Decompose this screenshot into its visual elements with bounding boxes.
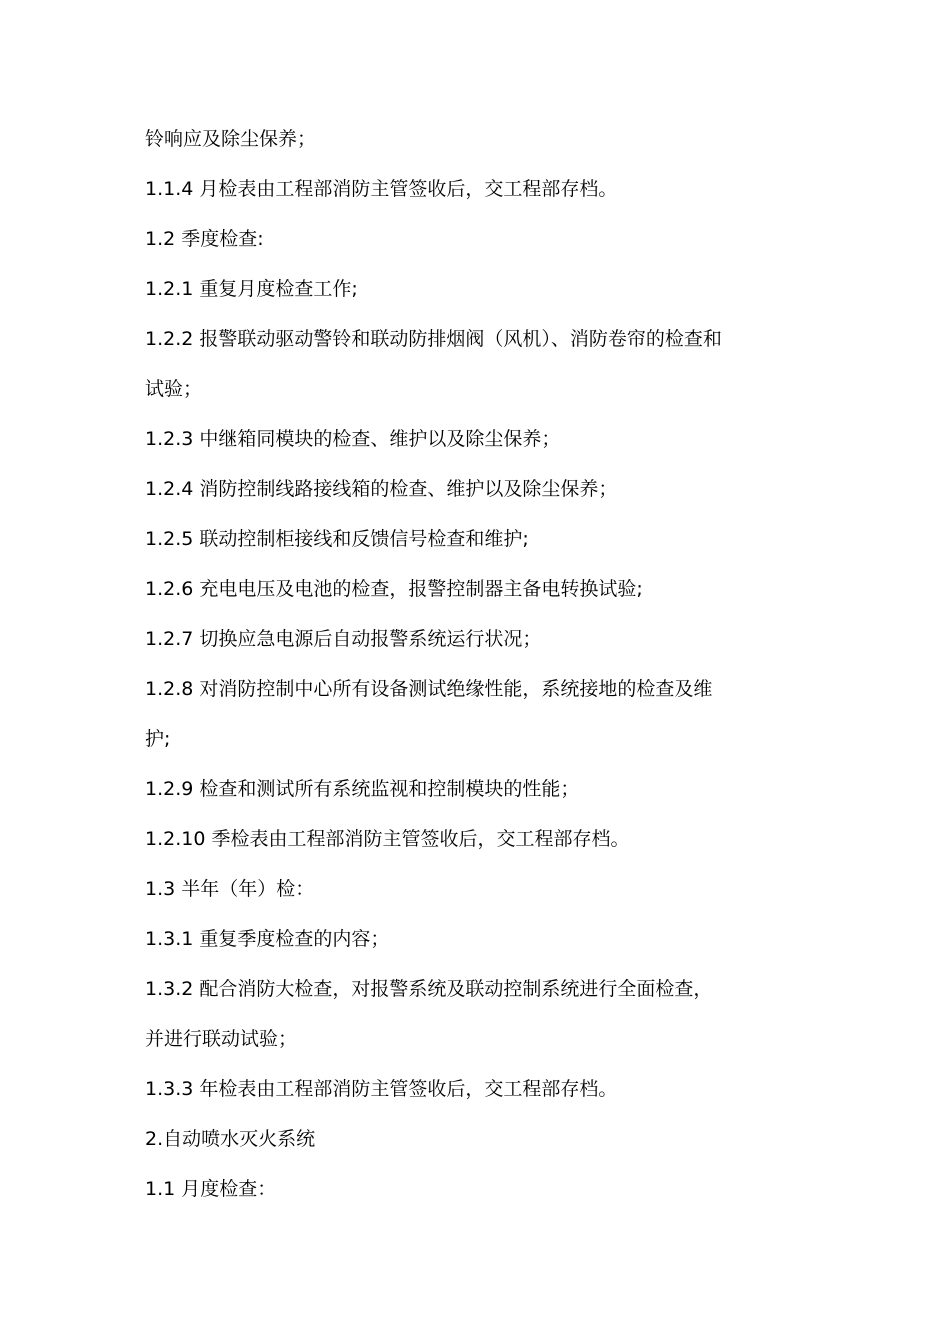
text-line: 并进行联动试验； xyxy=(145,1028,298,1050)
text-line: 1.3.1 重复季度检查的内容； xyxy=(145,928,390,950)
section-heading: 1.3 半年（年）检： xyxy=(145,878,315,900)
section-heading: 1.1 月度检查： xyxy=(145,1178,277,1200)
text-line: 1.3.2 配合消防大检查，对报警系统及联动控制系统进行全面检查， xyxy=(145,978,713,1000)
text-line: 1.2.3 中继箱同模块的检查、维护以及除尘保养； xyxy=(145,428,561,450)
text-line: 铃响应及除尘保养； xyxy=(145,128,317,150)
text-line: 1.3.3 年检表由工程部消防主管签收后，交工程部存档。 xyxy=(145,1078,618,1100)
text-line: 试验； xyxy=(145,378,203,400)
text-line: 1.2.1 重复月度检查工作; xyxy=(145,278,358,300)
section-heading: 2.自动喷水灭火系统 xyxy=(145,1128,316,1150)
text-line: 1.2.4 消防控制线路接线箱的检查、维护以及除尘保养； xyxy=(145,478,618,500)
text-line: 护; xyxy=(145,728,171,750)
text-line: 1.1.4 月检表由工程部消防主管签收后，交工程部存档。 xyxy=(145,178,618,200)
text-line: 1.2.10 季检表由工程部消防主管签收后，交工程部存档。 xyxy=(145,828,630,850)
text-line: 1.2.8 对消防控制中心所有设备测试绝缘性能，系统接地的检查及维 xyxy=(145,678,713,700)
text-line: 1.2.9 检查和测试所有系统监视和控制模块的性能； xyxy=(145,778,580,800)
document-body xyxy=(145,114,815,1214)
text-line: 1.2.2 报警联动驱动警铃和联动防排烟阀（风机）、消防卷帘的检查和 xyxy=(145,328,722,350)
text-line: 1.2.5 联动控制柜接线和反馈信号检查和维护; xyxy=(145,528,529,550)
section-heading: 1.2 季度检查: xyxy=(145,228,264,250)
text-line: 1.2.6 充电电压及电池的检查，报警控制器主备电转换试验; xyxy=(145,578,643,600)
text-line: 1.2.7 切换应急电源后自动报警系统运行状况； xyxy=(145,628,542,650)
